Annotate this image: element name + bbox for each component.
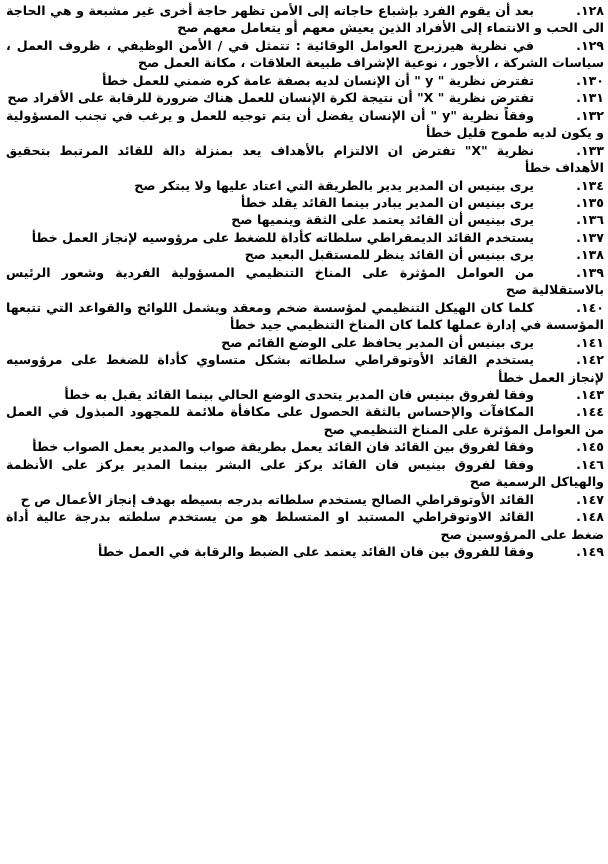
answer-label: صح	[134, 177, 156, 193]
question-text: من العوامل المؤثرة على المناخ التنظيمي المسؤولية الفردية وشعور الرئيس بالاستقلالية	[6, 264, 604, 298]
question-text: القائد الاوتوقراطي المستبد او المتسلط هو من يستخدم سلطته بدرجة عالية أداة ضغط على المرؤوسين	[6, 509, 604, 542]
question-item	[6, 264, 604, 299]
question-number: ١٣٢.	[576, 107, 604, 123]
question-item	[6, 229, 604, 246]
answer-label: خطأ	[524, 160, 551, 176]
question-item	[6, 211, 604, 228]
question-text: تفترض نظرية " y " أن الإنسان لديه بصفة عامة كره ضمني للعمل	[132, 72, 534, 88]
question-number: ١٢٩.	[576, 37, 604, 53]
question-item	[6, 456, 604, 491]
question-item	[6, 107, 604, 142]
question-item	[6, 508, 604, 543]
question-text: يرى بينيس أن القائد ينظر للمستقبل البعيد	[270, 247, 534, 263]
question-text: يستخدم القائد الديمقراطي سلطاته كأداة للضغط على مرؤوسيه لإنجاز العمل	[62, 229, 534, 245]
question-text: يرى بينيس ان المدير يبادر بينما القائد يقلد	[271, 194, 534, 210]
answer-label: صح	[221, 334, 243, 350]
question-item	[6, 334, 604, 351]
answer-label: ص ح	[20, 491, 52, 507]
question-number: ١٣٦.	[576, 212, 604, 228]
question-number: ١٣٤.	[576, 177, 604, 193]
question-item	[6, 37, 604, 72]
question-number: ١٣٧.	[576, 229, 604, 245]
answer-label: خطأ	[64, 386, 91, 402]
answer-label: خطأ	[240, 194, 267, 210]
answer-label: خطأ	[31, 229, 58, 245]
question-text: في نظرية هيرزبرج العوامل الوقائية : تتمثل في / الأمن الوظيفي ، ظروف العمل ، سياسات الشركة ، الأجور ، نوعية الإشراف طبيعة العلاقات ، مكانة العمل	[6, 37, 604, 71]
answer-label: صح	[440, 526, 462, 542]
question-number: ١٤٥.	[576, 439, 604, 455]
question-number: ١٣٣.	[576, 142, 604, 158]
question-text: يرى بينيس ان المدير يدير بالطريقة التي اعتاد عليها ولا يبتكر	[159, 177, 534, 193]
question-text: تفترض نظرية " X" أن نتيجة لكرة الإنسان للعمل هناك ضرورة للرقابة على الأفراد	[33, 90, 534, 106]
question-text: يستخدم القائد الأوتوقراطي سلطاته بشكل متساوي كأداة للضغط على مرؤوسيه لإنجاز العمل	[6, 352, 604, 385]
question-item	[6, 89, 604, 106]
question-item	[6, 142, 604, 177]
question-number: ١٤٧.	[576, 491, 604, 507]
question-number: ١٣٠.	[576, 72, 604, 88]
question-text: يرى بينيس أن المدير يحافظ على الوضع القائم	[246, 334, 534, 350]
question-text: نظرية "X" تفترض ان الالتزام بالأهداف يعد بمنزلة دالة للقائد المرتبط بتحقيق الأهداف	[6, 142, 604, 176]
question-item	[6, 403, 604, 438]
question-text: يرى بينيس أن القائد يعتمد على الثقة وينميها	[256, 212, 534, 228]
answer-label: صح	[7, 90, 29, 106]
question-number: ١٤٩.	[576, 544, 604, 560]
question-text: وفقا للفروق بين فان القائد يعتمد على الضبط والرقابة في العمل	[128, 544, 534, 560]
question-number: ١٤٦.	[576, 456, 604, 472]
question-item	[6, 194, 604, 211]
question-number: ١٣١.	[576, 90, 604, 106]
question-text: القائد الأوتوقراطي الصالح يستخدم سلطاته بدرجه بسيطه بهدف إنجاز الأعمال	[55, 491, 534, 507]
question-number: ١٤٣.	[576, 386, 604, 402]
answer-label: صح	[244, 247, 266, 263]
answer-label: صح	[138, 55, 160, 71]
question-number: ١٣٥.	[576, 194, 604, 210]
question-number: ١٤١.	[576, 334, 604, 350]
question-number: ١٤٠.	[576, 299, 604, 315]
question-item	[6, 438, 604, 455]
answer-label: خطأ	[426, 125, 453, 141]
question-text: وفقاً نظرية "y " أن الإنسان يفضل أن يتم توجيه للعمل و يرغب في تجنب المسؤولية و يكون لديه طموح قليل	[6, 107, 604, 141]
question-item	[6, 491, 604, 508]
question-item	[6, 299, 604, 334]
question-item	[6, 246, 604, 263]
answer-label: خطأ	[229, 317, 257, 333]
answer-label: خطأ	[98, 544, 125, 560]
answer-label: صح	[505, 282, 528, 298]
question-text: وفقا لفروق بينيس فان المدير يتحدى الوضع الحالي بينما القائد يقبل به	[94, 386, 534, 402]
question-item	[6, 72, 604, 89]
question-item	[6, 543, 604, 560]
question-number: ١٤٨.	[576, 509, 604, 525]
question-item	[6, 351, 604, 386]
answer-label: صح	[177, 20, 199, 36]
question-number: ١٤٤.	[576, 404, 604, 420]
question-number: ١٤٢.	[576, 352, 604, 368]
question-text: المكافآت والإحساس بالثقة الحصول على مكافأة ملائمة للمجهود المبذول في العمل من العوامل المؤثرة على المناخ التنظيمي	[6, 404, 604, 437]
answer-label: صح	[323, 421, 345, 437]
question-text: وفقا لفروق بينيس فان القائد يركز على البشر بينما المدير يركز على الأنظمة والهياكل الرسمية	[6, 456, 604, 490]
answer-label: صح	[231, 212, 253, 228]
question-text: كلما كان الهيكل التنظيمي لمؤسسة ضخم ومعقد ويشمل اللوائح والقواعد التي تتبعها المؤسسة في إدارة عملها كلما كان المناخ التنظيمي جيد	[6, 299, 604, 333]
question-number: ١٣٨.	[576, 247, 604, 263]
question-item	[6, 177, 604, 194]
question-number: ١٢٨.	[576, 3, 604, 18]
question-text: بعد أن يقوم الفرد بإشباع حاجاته إلى الأمن تظهر حاجة أخرى غير مشبعة و هي الحاجة الى الحب و الانتماء إلى الأفراد الذين يعيش معهم أو يتعامل معهم	[6, 3, 604, 36]
answer-label: صح	[469, 474, 492, 490]
question-item	[6, 386, 604, 403]
answer-label: خطأ	[102, 72, 129, 88]
question-text: وفقا لفروق بين القائد فان القائد يعمل بطريقة صواب والمدير يعمل الصواب	[62, 439, 534, 455]
question-item	[6, 2, 604, 37]
question-number: ١٣٩.	[576, 264, 604, 280]
answer-label: خطأ	[32, 439, 59, 455]
answer-label: خطأ	[498, 369, 525, 385]
